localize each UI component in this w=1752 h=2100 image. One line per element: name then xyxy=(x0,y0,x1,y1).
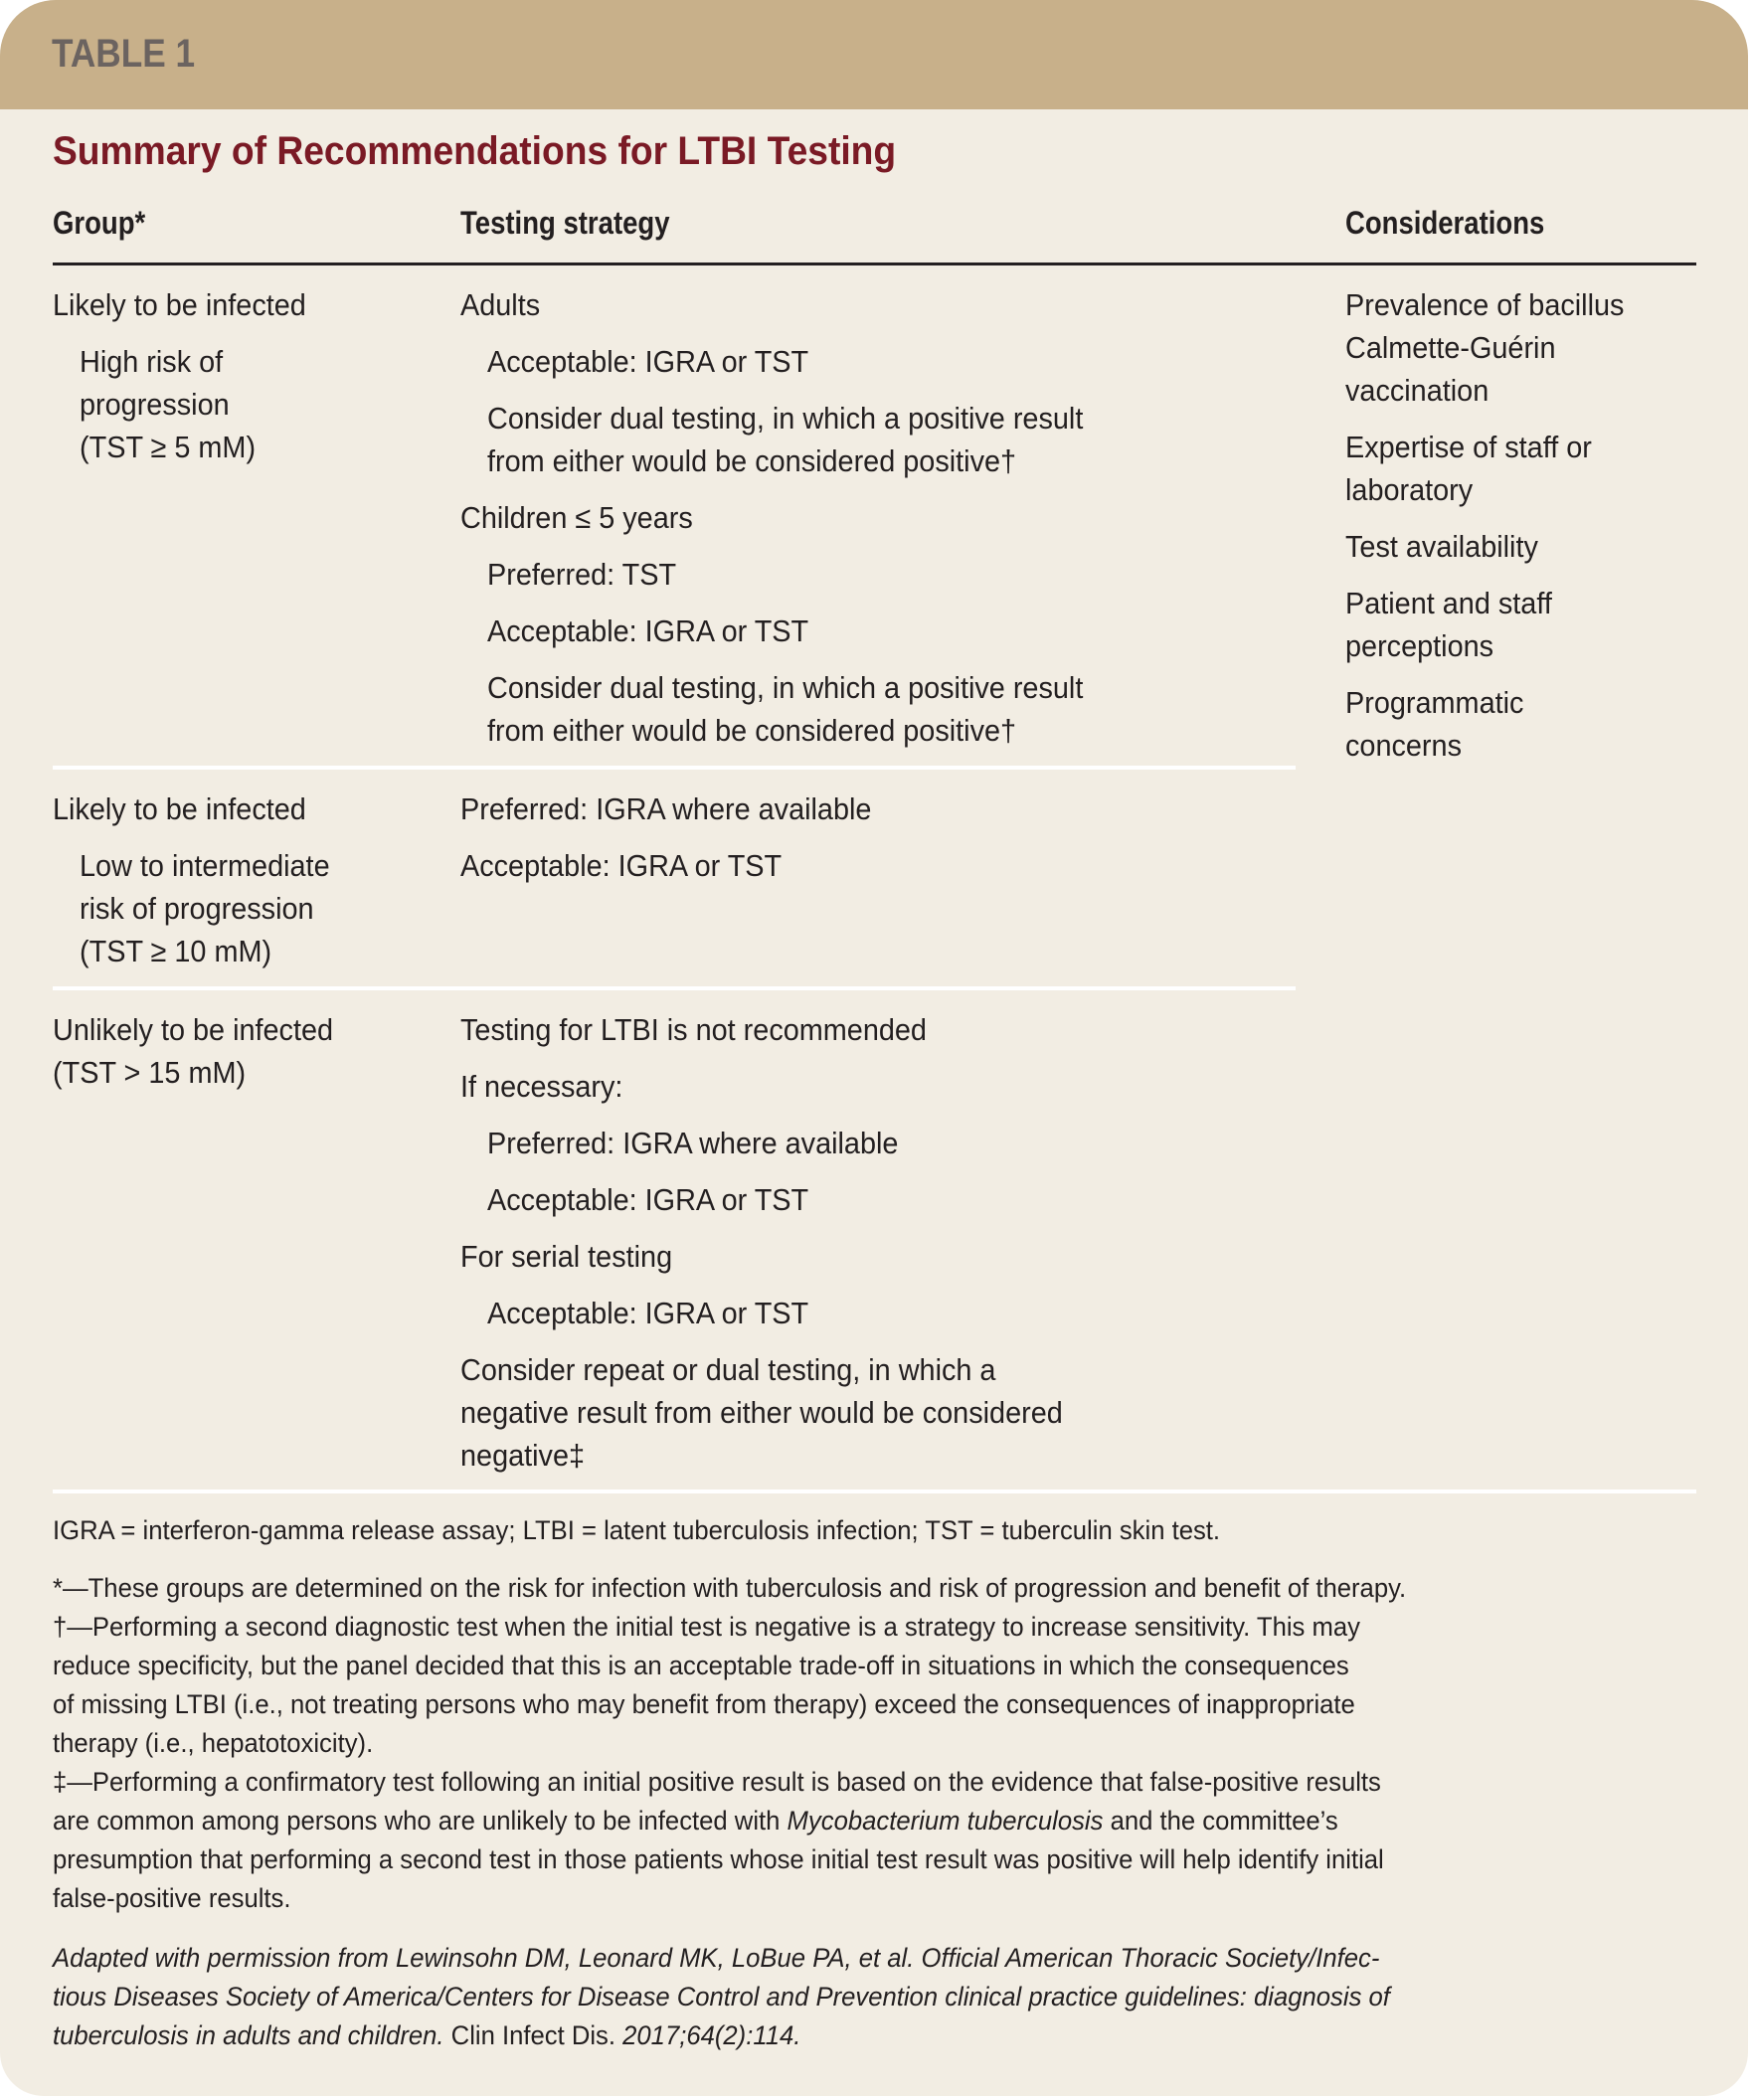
consideration-text: Expertise of staff or xyxy=(1345,430,1592,464)
strategy-item xyxy=(460,397,1306,482)
footnote-dagger-line: reduce specificity, but the panel decided that this is an acceptable trade-off in situations in which the consequences xyxy=(53,1651,1349,1680)
strategy-text: negative‡ xyxy=(460,1438,586,1473)
group-text: (TST > 15 mM) xyxy=(53,1055,247,1090)
row-divider xyxy=(53,766,1296,770)
strategy-text: from either would be considered positive† xyxy=(487,713,1017,748)
group-subtype-text: risk of progression xyxy=(80,891,314,926)
strategy-text: Adults xyxy=(460,287,541,322)
strategy-item xyxy=(460,283,1306,326)
consideration-text: laboratory xyxy=(1345,472,1474,507)
row-2-group xyxy=(53,788,440,986)
group-subtype-text: (TST ≥ 5 mM) xyxy=(80,430,257,464)
strategy-text: Children ≤ 5 years xyxy=(460,500,693,535)
strategy-text: Acceptable: IGRA or TST xyxy=(460,848,783,883)
footnote-asterisk: *—These groups are determined on the risk for infection with tuberculosis and risk of progression and benefit of therapy. xyxy=(53,1573,1407,1603)
strategy-item xyxy=(460,788,1306,830)
footnote-dagger-line: †—Performing a second diagnostic test when the initial test is negative is a strategy to increase sensitivity. This may xyxy=(53,1612,1360,1642)
footnote-text: and the committee’s xyxy=(1103,1806,1338,1836)
footnote-ddagger-line: false-positive results. xyxy=(53,1883,291,1913)
consideration-text: perceptions xyxy=(1345,628,1494,663)
strategy-text: Acceptable: IGRA or TST xyxy=(487,1296,809,1330)
strategy-text: Preferred: TST xyxy=(487,557,677,592)
group-text: Unlikely to be infected xyxy=(53,1012,334,1047)
citation xyxy=(53,1939,1696,2055)
group-subtype xyxy=(53,340,440,468)
strategy-item xyxy=(460,1292,1306,1334)
group-subtype xyxy=(53,844,440,972)
strategy-text: negative result from either would be considered xyxy=(460,1395,1063,1430)
row-1-group xyxy=(53,283,440,482)
citation-line: tious Diseases Society of America/Centers for Disease Control and Prevention clinical practice guidelines: diagnosis of xyxy=(53,1982,1390,2012)
row-3-strategy xyxy=(460,1008,1306,1490)
strategy-item xyxy=(460,553,1306,596)
consideration-item xyxy=(1345,582,1703,667)
strategy-text: Consider dual testing, in which a positive result xyxy=(487,670,1084,705)
strategy-item xyxy=(460,340,1306,383)
group-label xyxy=(53,283,440,326)
considerations-list xyxy=(1345,283,1703,781)
row-3-group xyxy=(53,1008,440,1108)
row-divider xyxy=(53,986,1296,990)
strategy-item xyxy=(460,1065,1306,1108)
footnote-ddagger-line: presumption that performing a second test in those patients whose initial test result was positive will help identify initial xyxy=(53,1844,1384,1874)
strategy-item xyxy=(460,496,1306,539)
table-title: Summary of Recommendations for LTBI Testing xyxy=(53,129,897,173)
group-text: Likely to be infected xyxy=(53,791,306,826)
consideration-text: Calmette-Guérin xyxy=(1345,330,1556,365)
column-header-group: Group* xyxy=(53,205,146,241)
journal-name: Clin Infect Dis. xyxy=(443,2020,616,2050)
row-1-strategy xyxy=(460,283,1306,766)
group-text: Likely to be infected xyxy=(53,287,306,322)
consideration-item xyxy=(1345,426,1703,511)
row-2-strategy xyxy=(460,788,1306,901)
citation-text: 2017;64(2):114. xyxy=(615,2020,801,2050)
consideration-text: concerns xyxy=(1345,728,1462,763)
consideration-item xyxy=(1345,525,1703,568)
footnote-ddagger-line: ‡—Performing a confirmatory test following an initial positive result is based on the evidence that false-positive results xyxy=(53,1767,1381,1797)
group-subtype-text: (TST ≥ 10 mM) xyxy=(80,934,272,968)
strategy-item xyxy=(460,844,1306,887)
consideration-item xyxy=(1345,283,1703,412)
footnotes xyxy=(53,1569,1696,1918)
strategy-item xyxy=(460,1008,1306,1051)
header-rule xyxy=(53,262,1696,265)
footnote-dagger-line: of missing LTBI (i.e., not treating persons who may benefit from therapy) exceed the consequences of inappropriate xyxy=(53,1689,1355,1719)
strategy-text: Acceptable: IGRA or TST xyxy=(487,344,809,379)
strategy-text: Acceptable: IGRA or TST xyxy=(487,613,809,648)
consideration-text: Test availability xyxy=(1345,529,1538,564)
column-header-considerations: Considerations xyxy=(1345,205,1545,241)
group-label xyxy=(53,788,440,830)
strategy-item xyxy=(460,1122,1306,1164)
table-bottom-divider xyxy=(53,1489,1696,1493)
strategy-text: For serial testing xyxy=(460,1239,673,1274)
consideration-item xyxy=(1345,681,1703,767)
footnote-dagger-line: therapy (i.e., hepatotoxicity). xyxy=(53,1728,374,1758)
citation-line xyxy=(53,2016,1614,2055)
strategy-text: Consider repeat or dual testing, in which a xyxy=(460,1352,996,1387)
abbreviations-text: IGRA = interferon-gamma release assay; LTBI = latent tuberculosis infection; TST = tuberculin skin test. xyxy=(53,1515,1221,1545)
consideration-text: vaccination xyxy=(1345,373,1489,408)
species-name: Mycobacterium tuberculosis xyxy=(787,1806,1104,1836)
group-label xyxy=(53,1008,440,1094)
strategy-item xyxy=(460,1348,1306,1477)
group-subtype-text: High risk of xyxy=(80,344,224,379)
column-header-strategy: Testing strategy xyxy=(460,205,670,241)
citation-line: Adapted with permission from Lewinsohn DM, Leonard MK, LoBue PA, et al. Official American Thoracic Society/Infec- xyxy=(53,1943,1380,1973)
table-header-band xyxy=(0,0,1748,109)
strategy-item xyxy=(460,610,1306,652)
table-label: TABLE 1 xyxy=(52,32,196,76)
strategy-text: Preferred: IGRA where available xyxy=(460,791,872,826)
strategy-text: Acceptable: IGRA or TST xyxy=(487,1182,809,1217)
group-subtype-text: Low to intermediate xyxy=(80,848,330,883)
footnote-ddagger-line xyxy=(53,1802,1614,1840)
citation-text: tuberculosis in adults and children. xyxy=(53,2020,444,2050)
strategy-text: Testing for LTBI is not recommended xyxy=(460,1012,927,1047)
group-subtype-text: progression xyxy=(80,387,230,422)
strategy-item xyxy=(460,666,1306,752)
strategy-item xyxy=(460,1178,1306,1221)
abbreviations xyxy=(53,1511,1696,1550)
footnote-text: are common among persons who are unlikely to be infected with xyxy=(53,1806,788,1836)
strategy-item xyxy=(460,1235,1306,1278)
consideration-text: Programmatic xyxy=(1345,685,1524,720)
strategy-text: from either would be considered positive† xyxy=(487,443,1017,478)
strategy-text: If necessary: xyxy=(460,1069,623,1104)
strategy-text: Consider dual testing, in which a positive result xyxy=(487,401,1084,436)
consideration-text: Prevalence of bacillus xyxy=(1345,287,1625,322)
consideration-text: Patient and staff xyxy=(1345,586,1552,620)
strategy-text: Preferred: IGRA where available xyxy=(487,1126,899,1160)
